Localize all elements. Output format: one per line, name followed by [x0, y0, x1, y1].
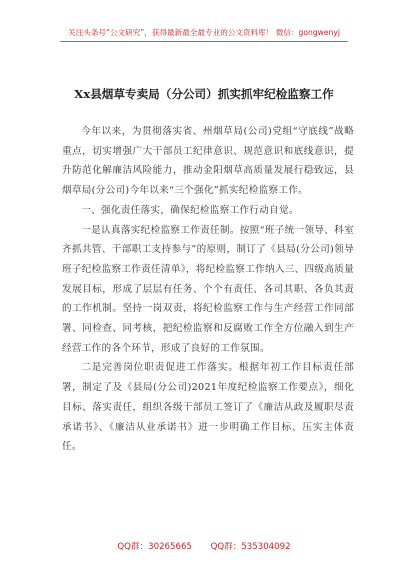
paragraph-intro: 今年以来，为贯彻落实省、州烟草局(公司)党组“守底线”战略重点，切实增强广大干部员工纪律意识、规范意识和底线意识，提升防范化解廉洁风险能力，推动金阳烟草高质量发展行稳致远，县烟草局(分公司)今年以来“三个强化”抓实纪检监察工作。	[62, 126, 354, 197]
paragraph-point-two: 二是完善岗位职责促进工作落实。根据年初工作目标责任部署，制定了及《县局(分公司)2021年度纪检监察工作要点》，细化目标、落实责任，组织各级干部员工签订了《廉洁从政及履职尽责承诺书》、《廉洁从业承诺书》进一步明确工作目标、压实主体责任。	[62, 362, 354, 453]
header-banner: 关注头条号“公文研究”，获得最新最全最专业的公文资料库！ 微信：gongwenyj	[68, 28, 340, 37]
footer-qq-group-1: QQ群：30265665	[117, 542, 192, 552]
document-title: Xx县烟草专卖局（分公司）抓实抓牢纪检监察工作	[74, 87, 334, 101]
paragraph-point-one: 一是认真落实纪检监察工作责任制。按照“班子统一领导、科室齐抓共管、干部职工支持参与”的原则，制订了《县局(分公司)领导班子纪检监察工作责任清单》，将纪检监察工作纳入三、四级高质量发展目标，形成了层层有任务、个个有责任、各司其职、各负其责的工作机制。坚持一岗双责，将纪检监察工作与生产经营工作同部署、同检查、同考核，把纪检监察和反腐败工作全方位融入到生产经营工作的各个环节，形成了良好的工作氛围。	[62, 224, 355, 354]
paragraph-section-heading: 一、强化责任落实，确保纪检监察工作行动自觉。	[81, 204, 299, 216]
document-body	[62, 122, 354, 457]
footer-qq-groups	[0, 540, 408, 552]
footer-qq-group-2: QQ群：535304092	[210, 542, 291, 552]
header-divider	[60, 41, 348, 42]
